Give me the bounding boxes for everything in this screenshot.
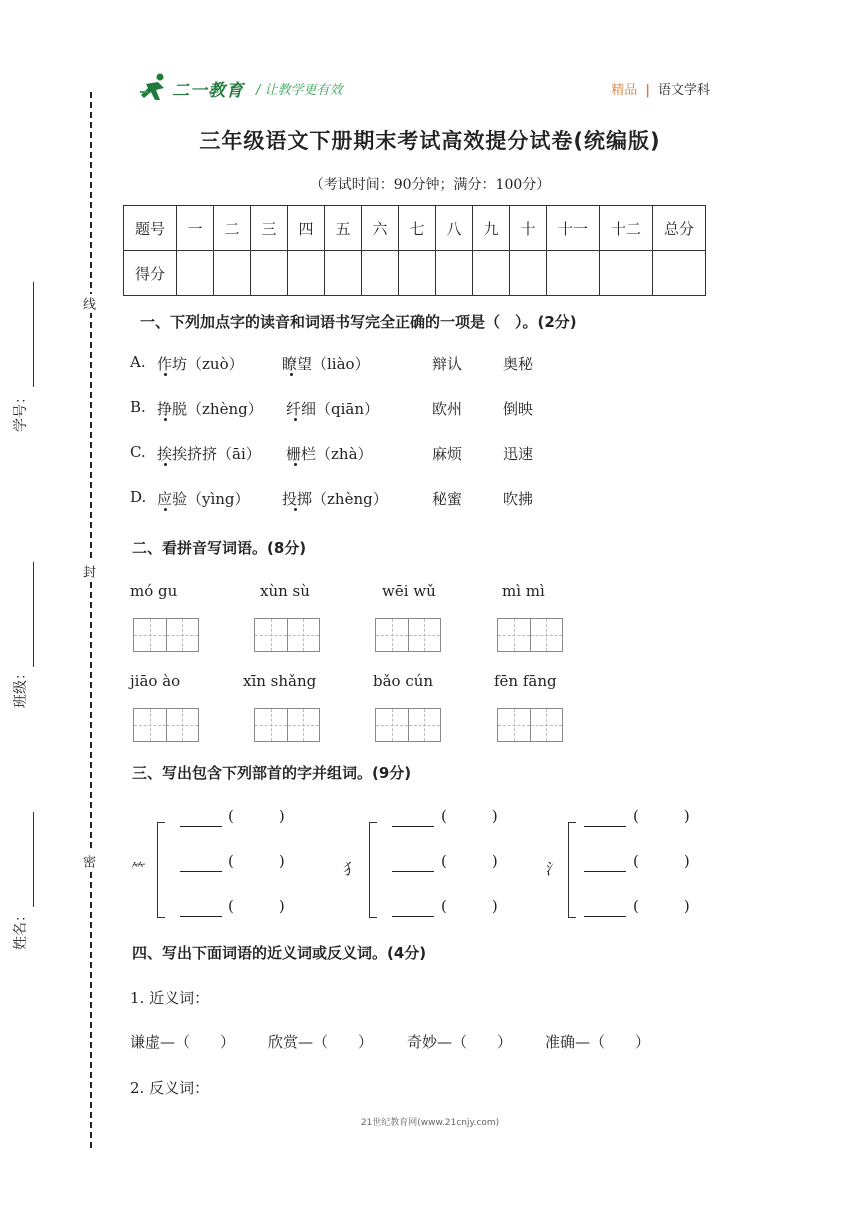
score-table-label: 题号 <box>124 206 177 251</box>
answer-blank[interactable] <box>180 870 222 872</box>
score-col: 一 <box>177 206 214 251</box>
option-word: 作坊（zuò） <box>157 355 244 373</box>
answer-paren[interactable]: ( ) <box>633 807 690 825</box>
pinyin-label: mì mì <box>502 582 545 600</box>
emphasis-dot <box>290 373 293 376</box>
answer-paren[interactable]: ( ) <box>228 897 285 915</box>
score-cell[interactable] <box>177 251 214 296</box>
emphasis-dot <box>294 463 297 466</box>
pinyin-label: wēi wǔ <box>382 582 436 600</box>
score-cell[interactable] <box>251 251 288 296</box>
score-table <box>123 205 706 296</box>
answer-blank[interactable] <box>180 915 222 917</box>
writing-grid[interactable] <box>375 618 441 652</box>
synonym-label: 1. 近义词： <box>130 989 210 1007</box>
score-cell[interactable] <box>399 251 436 296</box>
option-letter: D. <box>130 488 147 506</box>
q2-title: 二、看拼音写词语。(8分) <box>132 539 307 557</box>
answer-paren[interactable]: ( ) <box>633 852 690 870</box>
bracket <box>568 822 576 918</box>
option-word: 应验（yìng） <box>157 490 250 508</box>
answer-blank[interactable] <box>392 915 434 917</box>
bracket <box>157 822 165 918</box>
score-col: 六 <box>362 206 399 251</box>
emphasis-dot <box>294 508 297 511</box>
answer-blank[interactable] <box>392 825 434 827</box>
score-cell[interactable] <box>362 251 399 296</box>
pinyin-label: bǎo cún <box>373 672 434 690</box>
radical-bamboo: ⺮ <box>131 860 147 878</box>
writing-grid[interactable] <box>133 708 199 742</box>
q1-title: 一、下列加点字的读音和词语书写完全正确的一项是（ ）。(2分) <box>140 313 577 331</box>
score-cell[interactable] <box>547 251 600 296</box>
radical-water: 氵 <box>546 860 562 878</box>
score-col: 四 <box>288 206 325 251</box>
score-col: 九 <box>473 206 510 251</box>
answer-paren[interactable]: ( ) <box>441 807 498 825</box>
score-col: 三 <box>251 206 288 251</box>
option-word: 迅速 <box>503 445 534 463</box>
name-line[interactable] <box>33 812 34 907</box>
emphasis-dot <box>164 463 167 466</box>
writing-grid[interactable] <box>497 708 563 742</box>
student-id-label: 学号： <box>13 390 29 432</box>
score-cell[interactable] <box>510 251 547 296</box>
option-word: 栅栏（zhà） <box>286 445 373 463</box>
option-word: 秘蜜 <box>432 490 463 508</box>
option-word: 吹拂 <box>503 490 534 508</box>
answer-blank[interactable] <box>180 825 222 827</box>
score-col: 总分 <box>653 206 706 251</box>
emphasis-dot <box>164 508 167 511</box>
writing-grid[interactable] <box>254 618 320 652</box>
footer-source: 21世纪教育网(www.21cnjy.com) <box>360 1118 500 1128</box>
synonym-item[interactable]: 谦虚—（ ） <box>130 1033 236 1051</box>
answer-blank[interactable] <box>392 870 434 872</box>
emphasis-dot <box>164 418 167 421</box>
name-label: 姓名： <box>13 908 29 950</box>
writing-grid[interactable] <box>133 618 199 652</box>
score-cell[interactable] <box>214 251 251 296</box>
answer-paren[interactable]: ( ) <box>633 897 690 915</box>
score-cell[interactable] <box>653 251 706 296</box>
option-word: 挨挨挤挤（āi） <box>157 445 261 463</box>
score-cell[interactable] <box>325 251 362 296</box>
option-word: 欧州 <box>432 400 463 418</box>
answer-paren[interactable]: ( ) <box>228 807 285 825</box>
option-letter: A. <box>130 353 146 371</box>
score-table-score-row <box>124 251 706 296</box>
score-col: 七 <box>399 206 436 251</box>
score-col: 五 <box>325 206 362 251</box>
answer-blank[interactable] <box>584 915 626 917</box>
score-cell[interactable] <box>436 251 473 296</box>
pinyin-label: jiāo ào <box>130 672 181 690</box>
radical-quan: 犭 <box>343 860 359 878</box>
writing-grid[interactable] <box>254 708 320 742</box>
q4-title: 四、写出下面词语的近义词或反义词。(4分) <box>132 944 427 962</box>
q3-title: 三、写出包含下列部首的字并组词。(9分) <box>132 764 412 782</box>
binding-char-mi: 密 <box>78 852 97 871</box>
score-col: 十 <box>510 206 547 251</box>
option-letter: C. <box>130 443 146 461</box>
binding-line <box>90 92 92 1148</box>
answer-paren[interactable]: ( ) <box>441 852 498 870</box>
student-id-line[interactable] <box>33 282 34 387</box>
header-tags <box>611 79 710 98</box>
page-title: 三年级语文下册期末考试高效提分试卷(统编版) <box>199 129 661 153</box>
option-word: 辩认 <box>432 355 463 373</box>
score-col: 十一 <box>547 206 600 251</box>
option-letter: B. <box>130 398 146 416</box>
bracket <box>369 822 377 918</box>
score-table-header-row <box>124 206 706 251</box>
answer-blank[interactable] <box>584 870 626 872</box>
writing-grid[interactable] <box>497 618 563 652</box>
answer-blank[interactable] <box>584 825 626 827</box>
tag-subject: 语文学科 <box>657 83 710 98</box>
emphasis-dot <box>294 418 297 421</box>
tag-jingpin: 精品 <box>611 83 638 98</box>
logo-text: 二一教育 <box>172 81 244 101</box>
pinyin-label: xùn sù <box>260 582 310 600</box>
score-col: 二 <box>214 206 251 251</box>
pinyin-label: xīn shǎng <box>243 672 317 690</box>
score-col: 十二 <box>600 206 653 251</box>
score-table-label: 得分 <box>124 251 177 296</box>
exam-info: （考试时间：90分钟；满分：100分） <box>309 177 551 193</box>
pinyin-label: fēn fāng <box>494 672 557 690</box>
emphasis-dot <box>164 373 167 376</box>
option-word: 麻烦 <box>432 445 463 463</box>
pinyin-label: mó gu <box>130 582 178 600</box>
class-line[interactable] <box>33 562 34 667</box>
score-cell[interactable] <box>473 251 510 296</box>
option-word: 瞭望（liào） <box>282 355 370 373</box>
writing-grid[interactable] <box>375 708 441 742</box>
answer-paren[interactable]: ( ) <box>228 852 285 870</box>
class-label: 班级： <box>13 666 29 708</box>
binding-char-feng: 封 <box>78 562 97 581</box>
synonym-item[interactable]: 欣赏—（ ） <box>268 1033 374 1051</box>
score-cell[interactable] <box>600 251 653 296</box>
option-word: 挣脱（zhèng） <box>157 400 263 418</box>
tag-separator: | <box>645 83 650 98</box>
synonym-item[interactable]: 奇妙—（ ） <box>407 1033 513 1051</box>
answer-paren[interactable]: ( ) <box>441 897 498 915</box>
binding-char-xian: 线 <box>78 294 97 313</box>
score-cell[interactable] <box>288 251 325 296</box>
option-word: 纤细（qiān） <box>286 400 380 418</box>
option-word: 奥秘 <box>503 355 534 373</box>
option-word: 投掷（zhèng） <box>282 490 388 508</box>
slogan: / 让教学更有效 <box>256 83 343 98</box>
antonym-label: 2. 反义词： <box>130 1079 210 1097</box>
logo-runner-icon <box>138 72 172 102</box>
score-col: 八 <box>436 206 473 251</box>
option-word: 倒映 <box>503 400 534 418</box>
synonym-item[interactable]: 准确—（ ） <box>545 1033 651 1051</box>
